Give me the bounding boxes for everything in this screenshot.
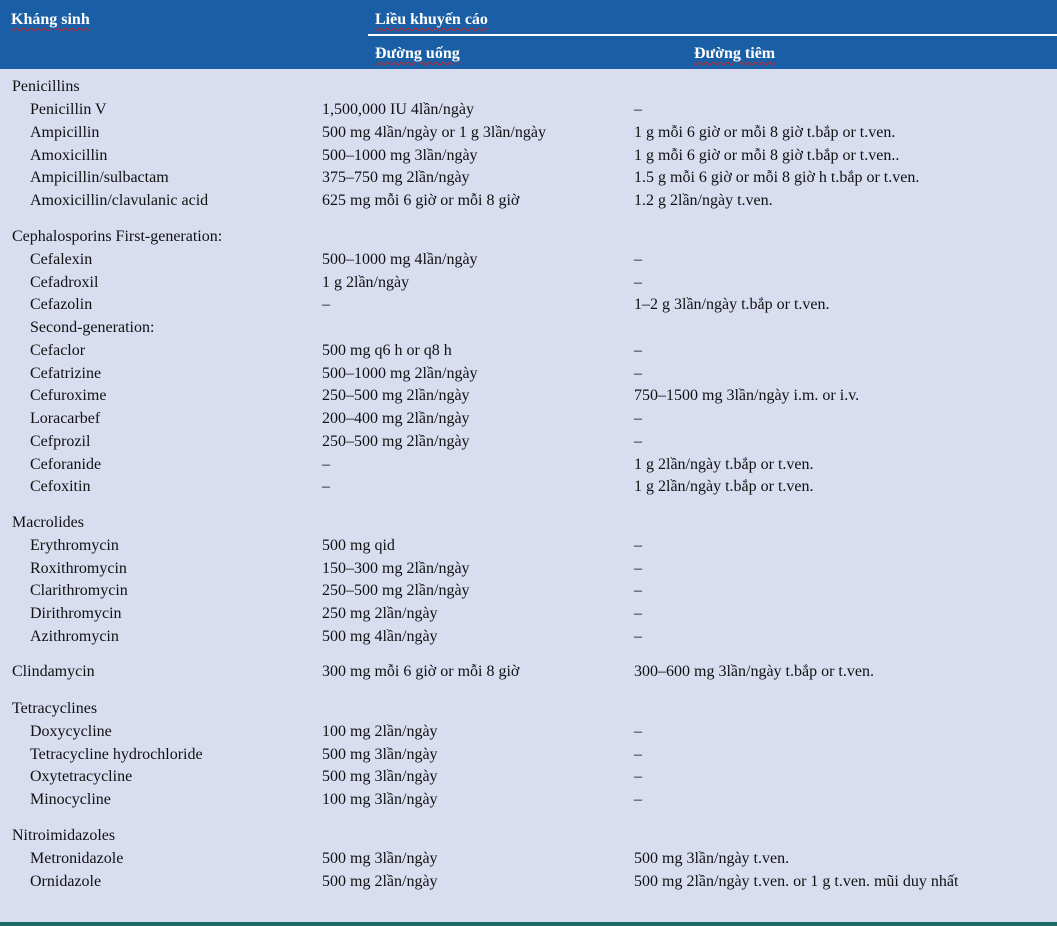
cell-antibiotic: Cefadroxil (30, 274, 99, 291)
cell-antibiotic: Oxytetracycline (30, 768, 133, 785)
cell-injection: 1 g 2lần/ngày t.bắp or t.ven. (634, 456, 814, 473)
cell-antibiotic: Cefoxitin (30, 478, 91, 495)
cell-oral: 500 mg 2lần/ngày (322, 873, 438, 890)
cell-injection: – (634, 342, 642, 359)
cell-injection: 300–600 mg 3lần/ngày t.bắp or t.ven. (634, 663, 874, 680)
cell-injection: – (634, 746, 642, 763)
cell-oral: 200–400 mg 2lần/ngày (322, 410, 470, 427)
table-row (0, 454, 1057, 476)
cell-antibiotic: Ornidazole (30, 873, 102, 890)
cell-injection: 1 g mỗi 6 giờ or mỗi 8 giờ t.bắp or t.ven.. (634, 147, 900, 164)
table-row (0, 317, 1057, 339)
cell-injection: – (634, 410, 642, 427)
table-row (0, 698, 1057, 720)
cell-injection: 1–2 g 3lần/ngày t.bắp or t.ven. (634, 296, 830, 313)
cell-oral: 500 mg 4lần/ngày (322, 628, 438, 645)
cell-oral: 100 mg 2lần/ngày (322, 723, 438, 740)
cell-oral: 500–1000 mg 2lần/ngày (322, 365, 478, 382)
cell-oral: 500 mg q6 h or q8 h (322, 342, 452, 359)
cell-oral: 300 mg mỗi 6 giờ or mỗi 8 giờ (322, 663, 520, 680)
cell-injection: – (634, 582, 642, 599)
cell-antibiotic: Doxycycline (30, 723, 112, 740)
table-row (0, 294, 1057, 316)
table-row (0, 167, 1057, 189)
table-row (0, 99, 1057, 121)
table-row (0, 871, 1057, 893)
cell-antibiotic: Tetracyclines (12, 700, 98, 717)
cell-oral: 500–1000 mg 3lần/ngày (322, 147, 478, 164)
cell-oral: 250–500 mg 2lần/ngày (322, 433, 470, 450)
cell-injection: – (634, 251, 642, 268)
cell-oral: 150–300 mg 2lần/ngày (322, 560, 470, 577)
bottom-border (0, 922, 1057, 926)
table-header (0, 0, 1057, 69)
cell-oral: 500 mg 3lần/ngày (322, 850, 438, 867)
cell-oral: 625 mg mỗi 6 giờ or mỗi 8 giờ (322, 192, 520, 209)
cell-oral: 1,500,000 IU 4lần/ngày (322, 101, 474, 118)
cell-oral: 100 mg 3lần/ngày (322, 791, 438, 808)
cell-oral: 500 mg 4lần/ngày or 1 g 3lần/ngày (322, 124, 546, 141)
cell-injection: 500 mg 3lần/ngày t.ven. (634, 850, 790, 867)
cell-oral: – (322, 478, 330, 495)
cell-injection: – (634, 768, 642, 785)
table-row (0, 249, 1057, 271)
cell-injection: – (634, 537, 642, 554)
cell-oral: 375–750 mg 2lần/ngày (322, 169, 470, 186)
table-row (0, 744, 1057, 766)
table-row (0, 340, 1057, 362)
cell-antibiotic: Amoxicillin/clavulanic acid (30, 192, 209, 209)
header-recommended-dose: Liều khuyến cáo (375, 11, 488, 28)
table-row (0, 848, 1057, 870)
cell-antibiotic: Tetracycline hydrochloride (30, 746, 203, 763)
cell-injection: – (634, 605, 642, 622)
cell-antibiotic: Clindamycin (12, 663, 95, 680)
cell-antibiotic: Clarithromycin (30, 582, 128, 599)
table-row (0, 721, 1057, 743)
cell-antibiotic: Penicillin V (30, 101, 107, 118)
cell-injection: – (634, 365, 642, 382)
cell-antibiotic: Dirithromycin (30, 605, 122, 622)
cell-oral: 250–500 mg 2lần/ngày (322, 582, 470, 599)
table-row (0, 789, 1057, 811)
cell-antibiotic: Cefalexin (30, 251, 93, 268)
cell-antibiotic: Ampicillin/sulbactam (30, 169, 169, 186)
table-row (0, 272, 1057, 294)
table-row (0, 558, 1057, 580)
table-row (0, 76, 1057, 98)
cell-antibiotic: Nitroimidazoles (12, 827, 116, 844)
cell-injection: – (634, 560, 642, 577)
cell-oral: 250–500 mg 2lần/ngày (322, 387, 470, 404)
cell-injection: – (634, 791, 642, 808)
table-row (0, 626, 1057, 648)
cell-injection: 750–1500 mg 3lần/ngày i.m. or i.v. (634, 387, 860, 404)
cell-antibiotic: Erythromycin (30, 537, 119, 554)
table-row (0, 825, 1057, 847)
cell-oral: 500 mg 3lần/ngày (322, 768, 438, 785)
cell-oral: 500 mg 3lần/ngày (322, 746, 438, 763)
table-row (0, 145, 1057, 167)
table-row (0, 431, 1057, 453)
table-row (0, 512, 1057, 534)
cell-injection: – (634, 628, 642, 645)
cell-antibiotic: Cefazolin (30, 296, 93, 313)
cell-injection: 1 g mỗi 6 giờ or mỗi 8 giờ t.bắp or t.ven. (634, 124, 896, 141)
header-antibiotic: Kháng sinh (11, 11, 90, 28)
header-oral: Đường uống (375, 45, 460, 62)
cell-injection: 1.2 g 2lần/ngày t.ven. (634, 192, 773, 209)
cell-antibiotic: Second-generation: (30, 319, 155, 336)
cell-antibiotic: Ceforanide (30, 456, 102, 473)
table-row (0, 603, 1057, 625)
table-row (0, 661, 1057, 683)
table-row (0, 535, 1057, 557)
table-row (0, 363, 1057, 385)
cell-oral: – (322, 456, 330, 473)
cell-oral: 500–1000 mg 4lần/ngày (322, 251, 478, 268)
cell-injection: – (634, 274, 642, 291)
cell-antibiotic: Cefaclor (30, 342, 86, 359)
cell-antibiotic: Metronidazole (30, 850, 124, 867)
cell-antibiotic: Minocycline (30, 791, 111, 808)
cell-antibiotic: Azithromycin (30, 628, 119, 645)
cell-oral: – (322, 296, 330, 313)
cell-injection: 500 mg 2lần/ngày t.ven. or 1 g t.ven. mũi duy nhất (634, 873, 959, 890)
cell-oral: 500 mg qid (322, 537, 395, 554)
cell-antibiotic: Cefuroxime (30, 387, 107, 404)
cell-antibiotic: Ampicillin (30, 124, 100, 141)
cell-antibiotic: Cefatrizine (30, 365, 102, 382)
cell-injection: – (634, 723, 642, 740)
table-body (0, 69, 1057, 923)
header-divider (368, 34, 1057, 36)
table-row (0, 580, 1057, 602)
cell-antibiotic: Loracarbef (30, 410, 101, 427)
cell-injection: 1.5 g mỗi 6 giờ or mỗi 8 giờ h t.bắp or t.ven. (634, 169, 920, 186)
cell-antibiotic: Macrolides (12, 514, 84, 531)
table-row (0, 190, 1057, 212)
cell-antibiotic: Roxithromycin (30, 560, 127, 577)
cell-oral: 1 g 2lần/ngày (322, 274, 410, 291)
cell-oral: 250 mg 2lần/ngày (322, 605, 438, 622)
table-row (0, 766, 1057, 788)
table-row (0, 476, 1057, 498)
table-row (0, 226, 1057, 248)
cell-antibiotic: Penicillins (12, 78, 80, 95)
header-injection: Đường tiêm (694, 45, 776, 62)
cell-antibiotic: Amoxicillin (30, 147, 108, 164)
table-row (0, 385, 1057, 407)
table-row (0, 408, 1057, 430)
cell-injection: – (634, 101, 642, 118)
cell-antibiotic: Cefprozil (30, 433, 91, 450)
cell-injection: 1 g 2lần/ngày t.bắp or t.ven. (634, 478, 814, 495)
cell-antibiotic: Cephalosporins First-generation: (12, 228, 223, 245)
table-row (0, 122, 1057, 144)
cell-injection: – (634, 433, 642, 450)
